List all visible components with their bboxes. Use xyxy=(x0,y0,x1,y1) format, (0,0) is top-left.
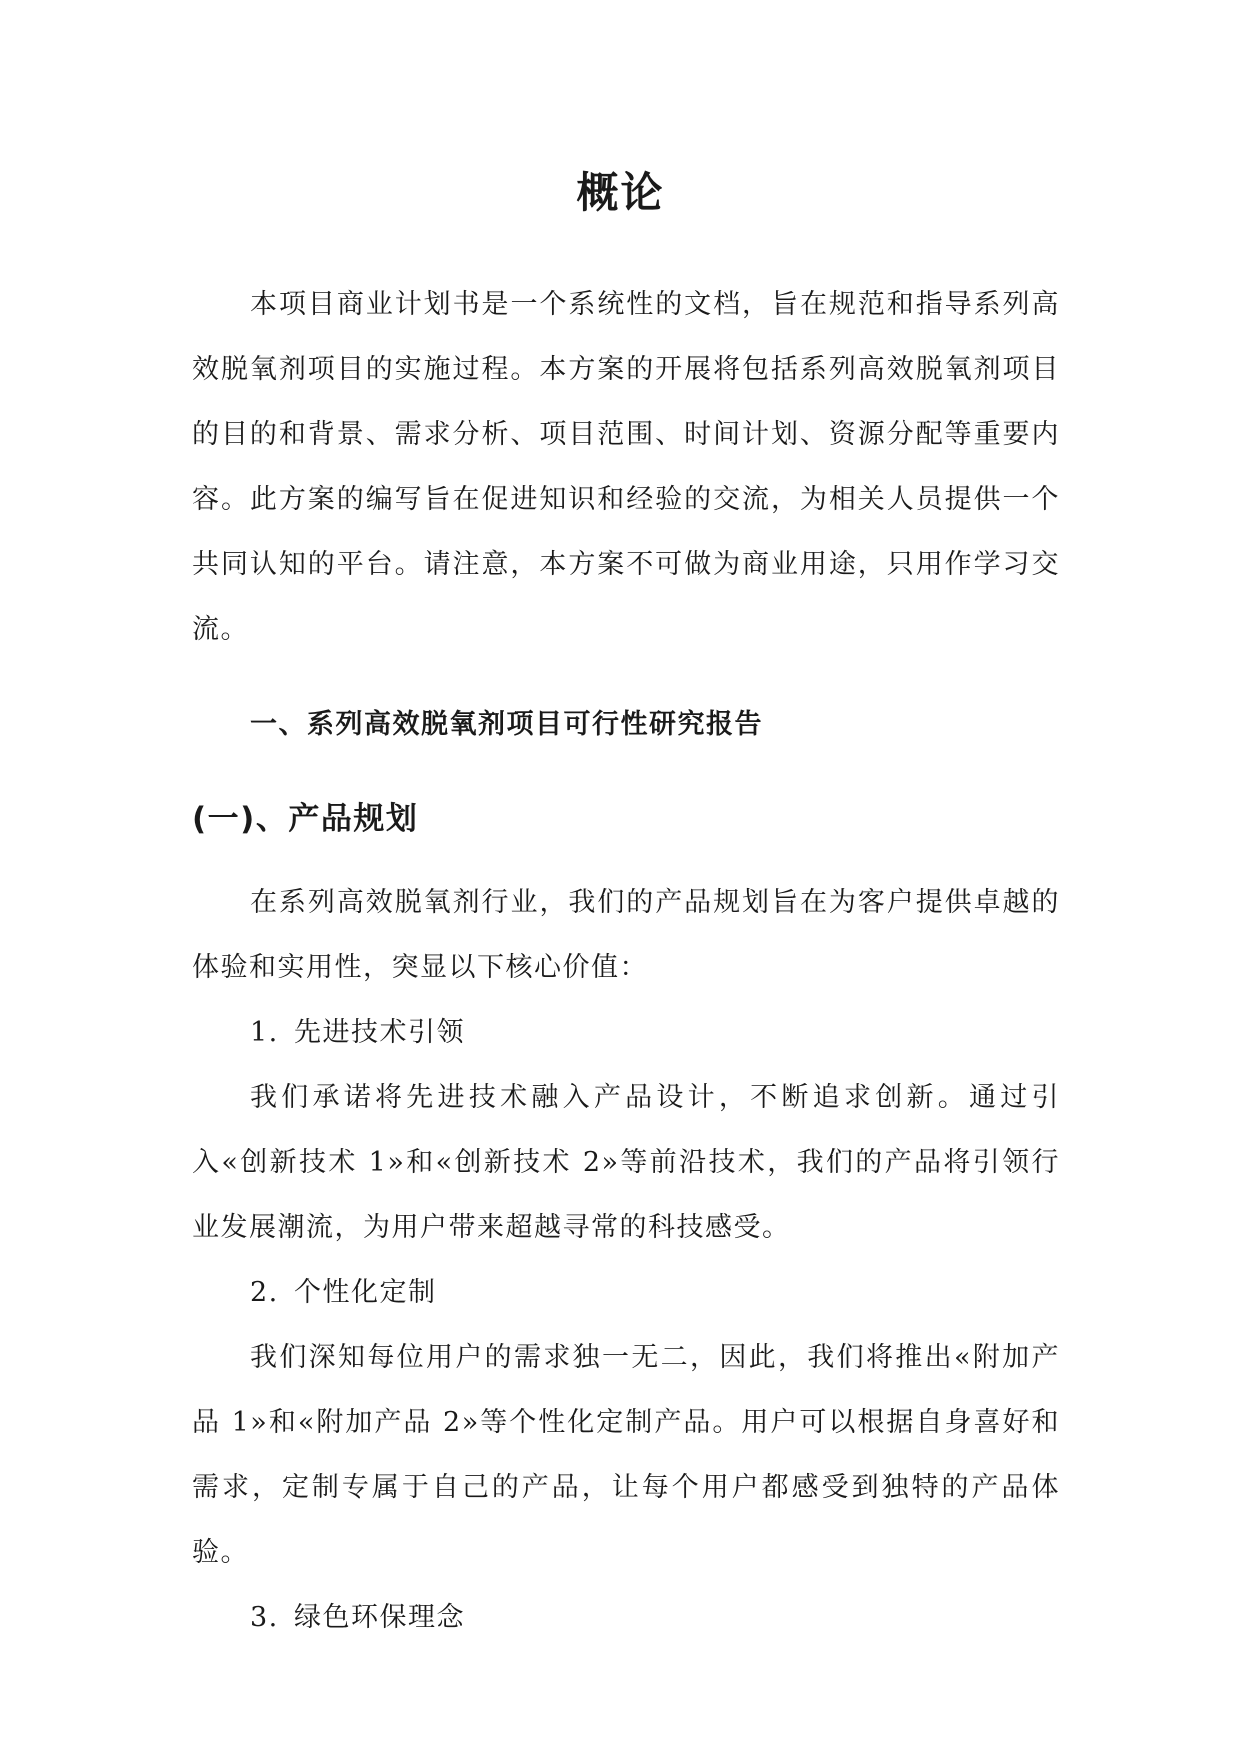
subsection-intro-paragraph: 在系列高效脱氧剂行业，我们的产品规划旨在为客户提供卓越的体验和实用性，突显以下核心价值： xyxy=(192,887,1060,983)
list-item-label: 先进技术引领 xyxy=(294,1017,465,1048)
subsection-heading: (一)、产品规划 xyxy=(192,801,419,837)
document-body xyxy=(192,272,1060,1650)
section-heading: 一、系列高效脱氧剂项目可行性研究报告 xyxy=(250,709,763,740)
list-item-label: 绿色环保理念 xyxy=(294,1602,465,1633)
page-title: 概论 xyxy=(576,168,665,217)
list-item-title xyxy=(192,1260,1060,1325)
list-item-label: 个性化定制 xyxy=(294,1277,437,1308)
list-item-number: 3. xyxy=(250,1602,279,1633)
list-item-title xyxy=(192,1585,1060,1650)
list-item-title xyxy=(192,1000,1060,1065)
intro-paragraph: 本项目商业计划书是一个系统性的文档，旨在规范和指导系列高效脱氧剂项目的实施过程。本方案的开展将包括系列高效脱氧剂项目的目的和背景、需求分析、项目范围、时间计划、资源分配等重要内容。此方案的编写旨在促进知识和经验的交流，为相关人员提供一个共同认知的平台。请注意，本方案不可做为商业用途，只用作学习交流。 xyxy=(192,289,1060,645)
list-item-body: 我们承诺将先进技术融入产品设计，不断追求创新。通过引入«创新技术 1»和«创新技术 2»等前沿技术，我们的产品将引领行业发展潮流，为用户带来超越寻常的科技感受。 xyxy=(192,1082,1060,1243)
list-item-number: 1. xyxy=(250,1017,279,1048)
list-item-number: 2. xyxy=(250,1277,279,1308)
list-item-body: 我们深知每位用户的需求独一无二，因此，我们将推出«附加产品 1»和«附加产品 2»等个性化定制产品。用户可以根据自身喜好和需求，定制专属于自己的产品，让每个用户都感受到独特的产品体验。 xyxy=(192,1342,1060,1568)
